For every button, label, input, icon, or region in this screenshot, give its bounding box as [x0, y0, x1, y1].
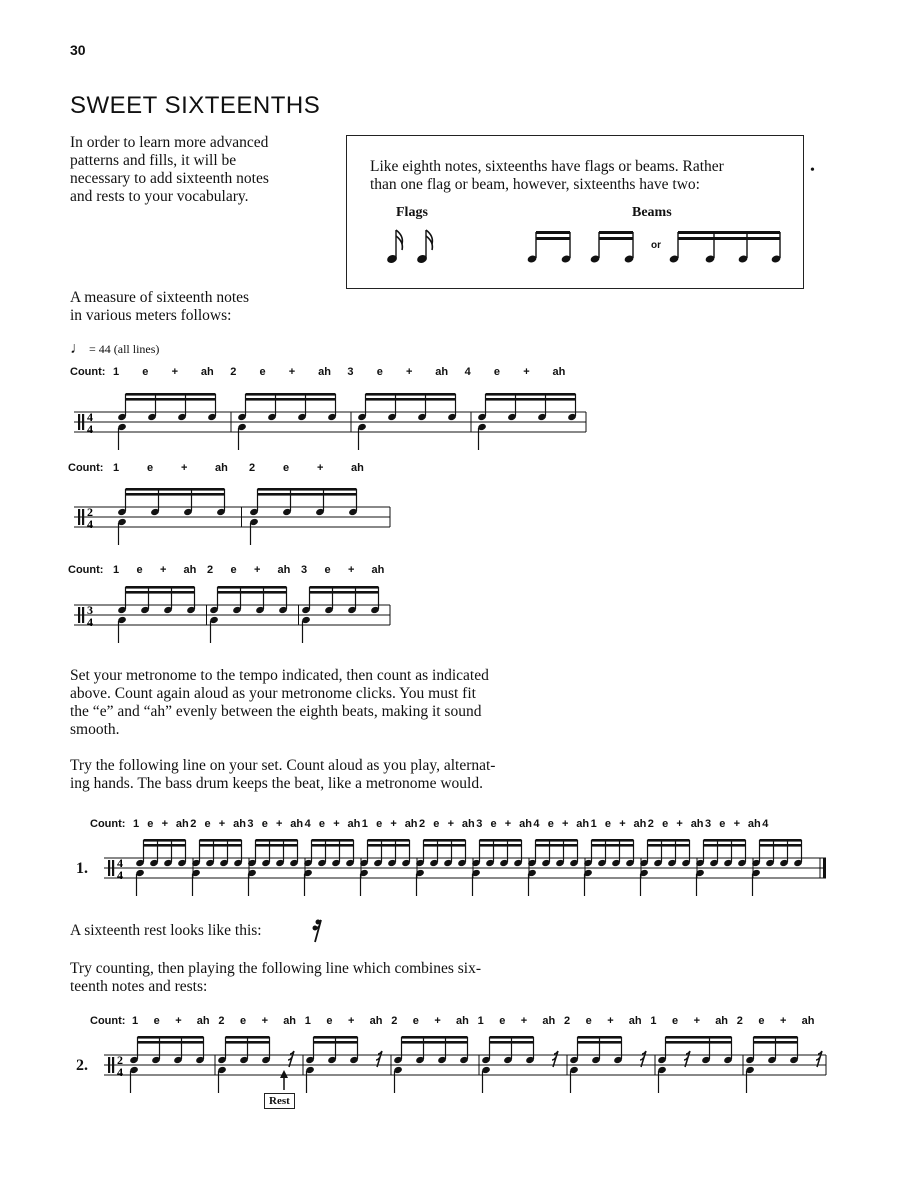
beam — [368, 844, 410, 847]
measure-intro — [70, 289, 330, 325]
flags-label: Flags — [396, 205, 428, 220]
time-sig-top: 2 — [87, 505, 93, 519]
count-syllable: e — [240, 1015, 247, 1027]
count-syllable: + — [288, 366, 296, 378]
count-syllable: + — [434, 1015, 441, 1027]
count-syllable: e — [142, 366, 149, 378]
count-syllable: + — [276, 818, 283, 830]
percussion-clef — [82, 414, 84, 430]
time-sig-bottom: 4 — [87, 615, 93, 629]
count-label: Count: — [90, 1015, 126, 1027]
time-sig-top: 3 — [87, 603, 93, 617]
count-syllable: e — [499, 1015, 506, 1027]
count-syllable: ah — [233, 818, 246, 830]
count-syllable: 1 — [650, 1015, 657, 1027]
sixteenth-rest-icon — [308, 916, 328, 946]
beam — [536, 839, 578, 842]
beam — [536, 237, 570, 240]
count-label: Count: — [70, 366, 106, 378]
para-line: the “e” and “ah” evenly between the eighth beats, making it sound — [70, 703, 482, 720]
stray-dot: • — [810, 163, 815, 178]
percussion-clef — [108, 860, 110, 876]
beam — [314, 1036, 358, 1039]
percussion-clef — [78, 607, 80, 623]
count-syllable: + — [261, 1015, 269, 1027]
count-syllable: 4 — [533, 818, 540, 830]
beam — [258, 493, 357, 496]
beam — [126, 398, 216, 401]
beam — [760, 839, 802, 842]
intro-line: In order to learn more advanced — [70, 134, 269, 151]
count-label: Count: — [68, 462, 104, 474]
time-sig-bottom: 4 — [87, 422, 93, 436]
count-syllable: 2 — [564, 1015, 571, 1027]
count-syllable: ah — [690, 818, 704, 830]
beam — [648, 839, 690, 842]
percussion-clef — [112, 1057, 114, 1073]
tempo-text: = 44 (all lines) — [89, 342, 160, 356]
count-syllable: ah — [283, 1015, 297, 1027]
count-syllable: + — [562, 818, 569, 830]
count-syllable: ah — [801, 1015, 815, 1027]
count-syllable: 2 — [391, 1015, 398, 1027]
count-syllable: e — [376, 366, 383, 378]
beam — [200, 839, 242, 842]
beam — [578, 1041, 622, 1044]
rest-explanation — [70, 922, 262, 940]
beam — [599, 237, 633, 240]
count-syllable: e — [433, 818, 440, 830]
count-syllable: + — [447, 818, 455, 830]
count-syllable: e — [324, 564, 331, 576]
count-syllable: 3 — [301, 564, 308, 576]
beam — [666, 1041, 732, 1044]
rest-explanation-text: A sixteenth rest looks like this: — [70, 922, 262, 939]
beam — [678, 237, 780, 240]
beam — [402, 1041, 468, 1044]
count-syllable: 1 — [113, 462, 120, 474]
beam — [754, 1036, 798, 1039]
count-syllable: + — [171, 366, 179, 378]
count-syllable: e — [490, 818, 497, 830]
count-syllable: e — [604, 818, 612, 830]
count-syllable: ah — [715, 1015, 729, 1027]
count-syllable: e — [758, 1015, 765, 1027]
percussion-clef — [82, 509, 84, 525]
beam — [226, 1041, 270, 1044]
beam — [218, 586, 287, 589]
count-syllable: e — [230, 564, 237, 576]
intro-line: patterns and fills, it will be — [70, 152, 237, 169]
count-syllable: ah — [175, 818, 189, 830]
percussion-clef — [112, 860, 114, 876]
beam — [310, 591, 379, 594]
practice-paragraph — [70, 757, 570, 793]
beam — [490, 1036, 534, 1039]
beam — [666, 1036, 732, 1039]
line-1-number: 1. — [76, 860, 88, 877]
count-syllable: e — [376, 818, 383, 830]
info-line: than one flag or beam, however, sixteenths have two: — [370, 176, 700, 193]
beam — [486, 393, 576, 396]
count-syllable: ah — [369, 1015, 383, 1027]
count-syllable: 2 — [207, 564, 214, 576]
beam — [760, 844, 802, 847]
beam — [126, 591, 195, 594]
beam — [144, 844, 186, 847]
page-title: SWEET SIXTEENTHS — [70, 92, 321, 119]
count-syllable: + — [181, 462, 188, 474]
page-number: 30 — [70, 42, 86, 58]
beam — [578, 1036, 622, 1039]
count-syllable: ah — [318, 366, 331, 378]
count-syllable: ah — [215, 462, 228, 474]
count-syllable: + — [348, 564, 355, 576]
beam — [138, 1041, 204, 1044]
count-syllable: + — [619, 818, 626, 830]
count-syllable: e — [547, 818, 554, 830]
beam — [704, 839, 746, 842]
count-syllable: e — [719, 818, 726, 830]
measure-intro-line: A measure of sixteenth notes — [70, 289, 250, 306]
beam — [490, 1041, 534, 1044]
count-syllable: + — [504, 818, 512, 830]
count-syllable: 1 — [590, 818, 597, 830]
count-syllable: ah — [290, 818, 304, 830]
para-line: smooth. — [70, 721, 120, 738]
para-line: above. Count again aloud as your metronome clicks. You must fit — [70, 685, 476, 702]
count-syllable: e — [153, 1015, 160, 1027]
rest-callout: Rest — [264, 1093, 295, 1109]
time-sig-bottom: 4 — [87, 517, 93, 531]
beam — [226, 1036, 270, 1039]
count-syllable: 3 — [705, 818, 712, 830]
beam — [402, 1036, 468, 1039]
count-syllable: e — [672, 1015, 679, 1027]
count-syllable: e — [318, 818, 326, 830]
count-syllable: + — [693, 1015, 701, 1027]
beam — [599, 231, 633, 234]
count-syllable: e — [259, 366, 266, 378]
time-sig-bottom: 4 — [117, 868, 123, 882]
beam — [126, 488, 225, 491]
beam — [218, 591, 287, 594]
beam — [256, 844, 298, 847]
beam — [312, 844, 354, 847]
beam — [424, 839, 466, 842]
count-syllable: 1 — [132, 1015, 139, 1027]
time-sig-bottom: 4 — [117, 1065, 123, 1079]
count-syllable: ah — [519, 818, 532, 830]
beam — [126, 393, 216, 396]
count-syllable: ah — [183, 564, 197, 576]
beam — [424, 844, 466, 847]
beam — [126, 586, 195, 589]
count-syllable: ah — [542, 1015, 556, 1027]
count-syllable: 3 — [347, 366, 354, 378]
beam — [486, 398, 576, 401]
count-syllable: ah — [461, 818, 475, 830]
percussion-clef — [78, 509, 80, 525]
count-syllable: ah — [277, 564, 291, 576]
beam — [314, 1041, 358, 1044]
count-syllable: ah — [456, 1015, 469, 1027]
count-syllable: + — [218, 818, 226, 830]
count-syllable: e — [204, 818, 211, 830]
beam — [480, 839, 522, 842]
count-syllable: e — [147, 462, 154, 474]
count-syllable: 2 — [218, 1015, 225, 1027]
count-syllable: ah — [576, 818, 590, 830]
count-syllable: ah — [633, 818, 647, 830]
beam — [592, 844, 634, 847]
time-sig-top: 4 — [87, 410, 93, 424]
line-2-number: 2. — [76, 1057, 88, 1074]
count-syllable: e — [493, 366, 501, 378]
count-syllable: + — [406, 366, 413, 378]
count-syllable: 3 — [247, 818, 254, 830]
beam — [592, 839, 634, 842]
count-syllable: + — [780, 1015, 787, 1027]
count-syllable: + — [733, 818, 741, 830]
count-syllable: + — [607, 1015, 614, 1027]
count-syllable: 2 — [419, 818, 426, 830]
count-syllable: 4 — [762, 818, 769, 830]
count-syllable: 1 — [113, 366, 120, 378]
intro-line: and rests to your vocabulary. — [70, 188, 249, 205]
beam — [246, 393, 336, 396]
count-syllable: e — [283, 462, 290, 474]
count-syllable: ah — [347, 818, 361, 830]
measure-intro-line: in various meters follows: — [70, 307, 232, 324]
time-sig-top: 2 — [117, 1053, 123, 1067]
beam — [126, 493, 225, 496]
count-syllable: + — [520, 1015, 528, 1027]
count-syllable: ah — [371, 564, 385, 576]
beam — [312, 839, 354, 842]
count-syllable: + — [317, 462, 324, 474]
final-barline — [823, 858, 826, 878]
count-syllable: 1 — [304, 1015, 311, 1027]
count-syllable: ah — [435, 366, 449, 378]
info-line: Like eighth notes, sixteenths have flags or beams. Rather — [370, 158, 724, 175]
time-sig-top: 4 — [117, 856, 123, 870]
count-syllable: ah — [196, 1015, 210, 1027]
beam — [366, 393, 456, 396]
beam — [246, 398, 336, 401]
or-label: or — [651, 240, 661, 251]
quarter-note-icon: ♩ — [70, 340, 86, 357]
beam — [536, 231, 570, 234]
count-syllable: ah — [351, 462, 364, 474]
count-syllable: e — [412, 1015, 419, 1027]
rest-practice-paragraph — [70, 960, 550, 996]
beams-label: Beams — [632, 205, 672, 220]
count-syllable: e — [261, 818, 268, 830]
count-syllable: 1 — [477, 1015, 484, 1027]
count-syllable: 1 — [133, 818, 140, 830]
count-syllable: + — [160, 564, 167, 576]
rest-arrow-head — [280, 1070, 288, 1078]
count-syllable: 2 — [647, 818, 654, 830]
beam — [704, 844, 746, 847]
beam — [368, 839, 410, 842]
count-label: Count: — [90, 818, 126, 830]
count-syllable: + — [523, 366, 530, 378]
count-syllable: 2 — [736, 1015, 743, 1027]
count-syllable: 2 — [190, 818, 197, 830]
intro-line: necessary to add sixteenth notes — [70, 170, 269, 187]
count-syllable: ah — [200, 366, 214, 378]
count-syllable: e — [147, 818, 154, 830]
count-syllable: 3 — [476, 818, 483, 830]
count-syllable: ah — [404, 818, 418, 830]
beam — [678, 231, 780, 234]
count-syllable: 2 — [249, 462, 256, 474]
beam — [536, 844, 578, 847]
para-line: Try counting, then playing the following line which combines six- — [70, 960, 481, 977]
beam — [200, 844, 242, 847]
para-line: teenth notes and rests: — [70, 978, 208, 995]
count-syllable: 1 — [361, 818, 368, 830]
percussion-clef — [108, 1057, 110, 1073]
count-syllable: + — [348, 1015, 355, 1027]
para-line: ing hands. The bass drum keeps the beat, like a metronome would. — [70, 775, 483, 792]
count-syllable: 4 — [304, 818, 311, 830]
count-syllable: + — [390, 818, 397, 830]
beam — [648, 844, 690, 847]
count-syllable: + — [254, 564, 261, 576]
beam — [310, 586, 379, 589]
count-syllable: 1 — [113, 564, 120, 576]
count-syllable: + — [333, 818, 340, 830]
beam — [256, 839, 298, 842]
count-syllable: 2 — [230, 366, 237, 378]
beam — [144, 839, 186, 842]
metronome-paragraph — [70, 667, 570, 739]
beam — [754, 1041, 798, 1044]
count-syllable: ah — [552, 366, 566, 378]
count-syllable: 4 — [464, 366, 471, 378]
count-syllable: e — [585, 1015, 592, 1027]
count-syllable: + — [175, 1015, 182, 1027]
para-line: Set your metronome to the tempo indicated, then count as indicated — [70, 667, 489, 684]
count-syllable: e — [136, 564, 143, 576]
para-line: Try the following line on your set. Count aloud as you play, alternat- — [70, 757, 496, 774]
beam — [138, 1036, 204, 1039]
count-syllable: + — [161, 818, 169, 830]
count-label: Count: — [68, 564, 104, 576]
percussion-clef — [82, 607, 84, 623]
percussion-clef — [78, 414, 80, 430]
beam-notes — [527, 231, 782, 264]
count-syllable: ah — [628, 1015, 642, 1027]
flag-notes — [387, 230, 433, 264]
beam — [480, 844, 522, 847]
count-syllable: e — [326, 1015, 333, 1027]
count-syllable: ah — [747, 818, 761, 830]
count-syllable: + — [676, 818, 683, 830]
tempo-marking — [70, 340, 159, 358]
count-syllable: e — [662, 818, 669, 830]
beam — [366, 398, 456, 401]
beam — [258, 488, 357, 491]
